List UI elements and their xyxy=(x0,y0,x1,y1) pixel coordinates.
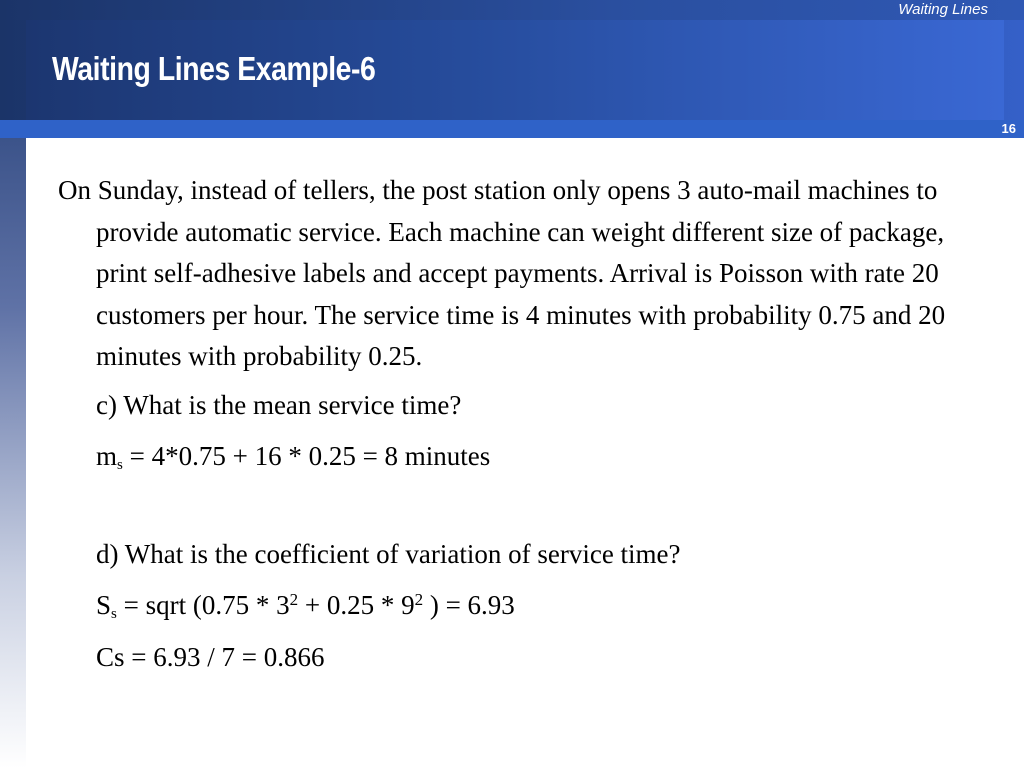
header-label: Waiting Lines xyxy=(898,1,988,18)
answer-d1-sup2: 2 xyxy=(414,590,424,609)
answer-d1-part1: = sqrt (0.75 * 3 xyxy=(116,590,290,620)
slide-content xyxy=(58,170,968,678)
answer-c-expr: = 4*0.75 + 16 * 0.25 = 8 minutes xyxy=(122,441,491,471)
answer-d2: Cs = 6.93 / 7 = 0.866 xyxy=(96,641,325,672)
answer-c-var: m xyxy=(96,441,118,471)
answer-d1 xyxy=(58,585,968,627)
slide-title: Waiting Lines Example-6 xyxy=(52,50,376,87)
answer-d1-part2: + 0.25 * 9 xyxy=(298,590,415,620)
intro-paragraph: On Sunday, instead of tellers, the post station only opens 3 auto-mail machines to provide automatic service. Each machine can weight different size of package, print self-adhesive labels and accept payments. Arrival is Poisson with rate 20 customers per hour. The service time is 4 minutes with probability 0.75 and 20 minutes with probability 0.25. xyxy=(58,175,946,371)
header-top-strip xyxy=(0,0,1024,20)
answer-c xyxy=(58,436,968,478)
question-d: d) What is the coefficient of variation of service time? xyxy=(96,538,681,569)
header-bottom-strip xyxy=(0,120,1024,138)
page-number: 16 xyxy=(1001,121,1016,136)
answer-d1-sub: s xyxy=(111,606,117,622)
answer-d1-part3: ) = 6.93 xyxy=(423,590,515,620)
answer-c-sub: s xyxy=(117,457,123,473)
question-c: c) What is the mean service time? xyxy=(96,389,462,420)
answer-d1-var: S xyxy=(96,590,112,620)
answer-d1-sup1: 2 xyxy=(289,590,299,609)
